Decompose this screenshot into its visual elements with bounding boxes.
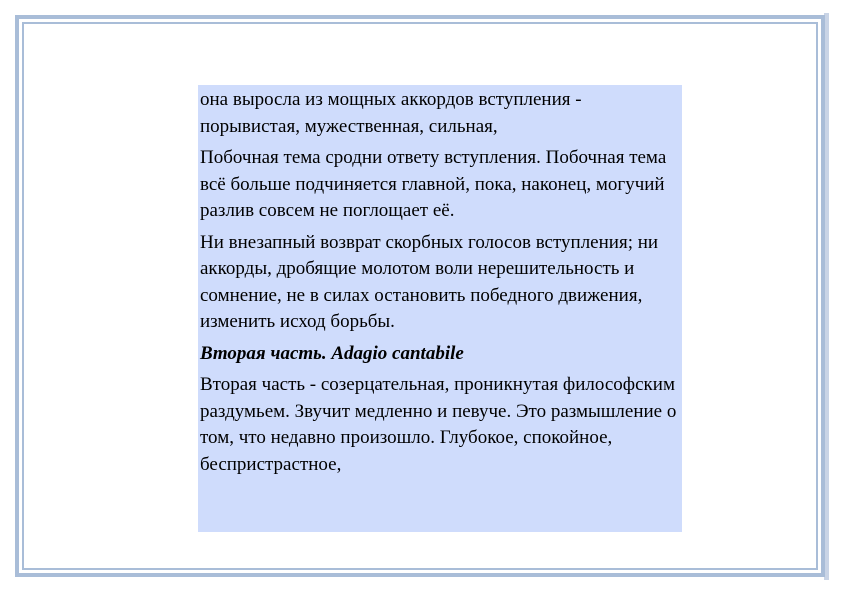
paragraph-2: Побочная тема сродни ответу вступления. Побочная тема всё больше подчиняется главной, пока, наконец, могучий разлив совсем не поглощает её. <box>200 147 667 221</box>
paragraph-1: она выросла из мощных аккордов вступления - порывистая, мужественная, сильная, <box>200 89 582 137</box>
section-heading: Вторая часть. Adagio cantabile <box>200 342 464 364</box>
paragraph-3: Ни внезапный возврат скорбных голосов вступления; ни аккорды, дробящие молотом воли нерешительность и сомнение, не в силах остановить победного движения, изменить исход борьбы. <box>200 231 659 332</box>
text-block <box>198 85 682 532</box>
paragraph-4: Вторая часть - созерцательная, проникнутая философским раздумьем. Звучит медленно и певуче. Это размышление о том, что недавно произошло. Глубокое, спокойное, беспристрастное, <box>200 374 677 475</box>
